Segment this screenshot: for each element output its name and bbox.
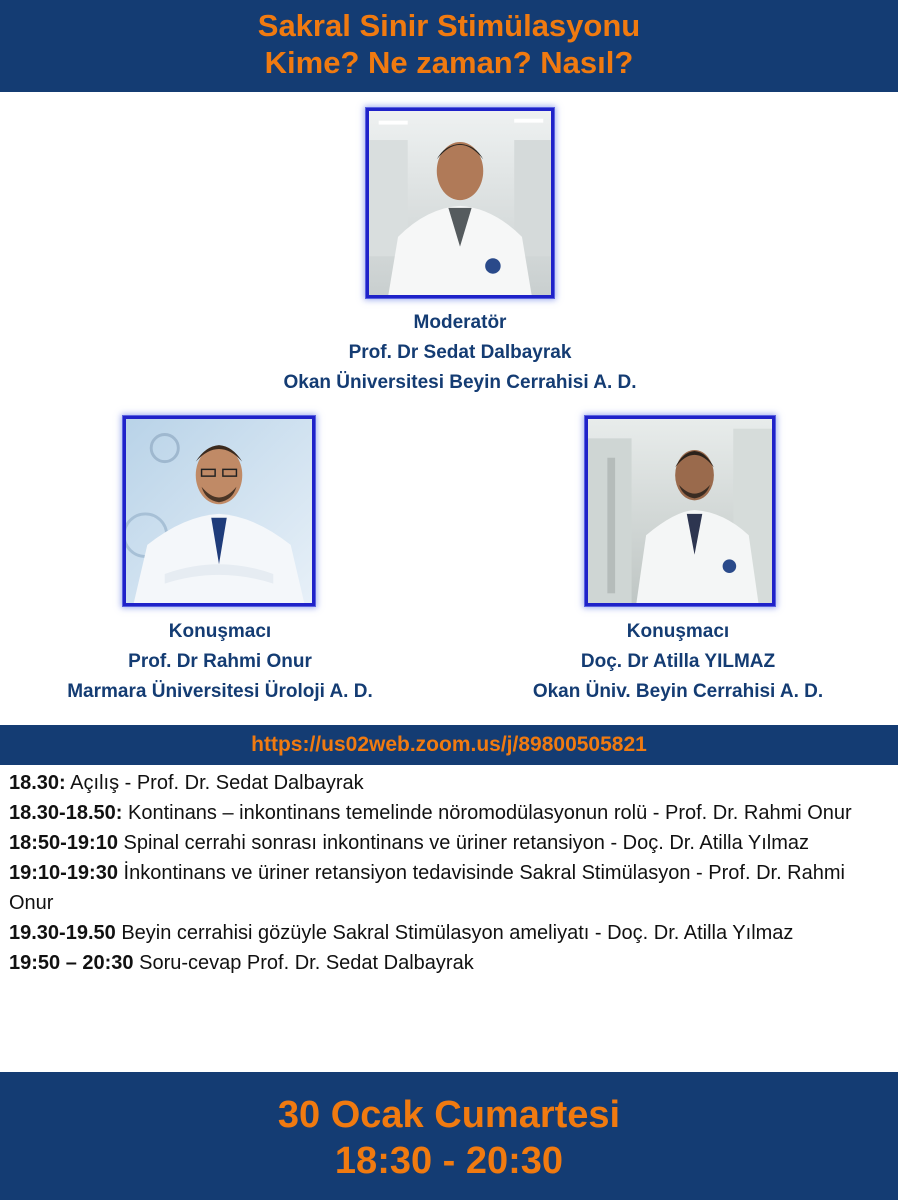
speaker2-role: Konuşmacı — [626, 621, 730, 642]
schedule-text: Soru-cevap Prof. Dr. Sedat Dalbayrak — [133, 952, 474, 974]
schedule-item — [9, 768, 893, 798]
footer-banner — [0, 1072, 898, 1200]
schedule-time: 19:10-19:30 — [9, 862, 118, 884]
moderator-caption — [180, 308, 740, 398]
schedule-item — [9, 828, 893, 858]
schedule-item — [9, 858, 893, 918]
speaker1-affiliation: Marmara Üniversitesi Üroloji A. D. — [67, 681, 373, 702]
event-title-line1: Sakral Sinir Stimülasyonu — [257, 8, 641, 43]
speaker2-photo — [585, 416, 775, 606]
schedule-time: 18:50-19:10 — [9, 832, 118, 854]
moderator-role: Moderatör — [413, 312, 507, 333]
schedule-text: Beyin cerrahisi gözüyle Sakral Stimülasyon ameliyatı - Doç. Dr. Atilla Yılmaz — [115, 922, 794, 944]
zoom-link-banner — [0, 725, 898, 765]
speaker1-photo — [123, 416, 315, 606]
speaker2-caption — [458, 617, 898, 707]
schedule-item — [9, 948, 893, 978]
header-banner — [0, 0, 898, 92]
event-time: 18:30 - 20:30 — [334, 1140, 564, 1182]
moderator-affiliation: Okan Üniversitesi Beyin Cerrahisi A. D. — [283, 372, 637, 393]
event-title-line2: Kime? Ne zaman? Nasıl? — [264, 45, 634, 80]
speaker2-affiliation: Okan Üniv. Beyin Cerrahisi A. D. — [532, 681, 824, 702]
schedule-text: Açılış - Prof. Dr. Sedat Dalbayrak — [65, 772, 364, 794]
speaker1-caption — [0, 617, 440, 707]
speaker1-name: Prof. Dr Rahmi Onur — [128, 651, 312, 672]
schedule-item — [9, 918, 893, 948]
schedule-text: Kontinans – inkontinans temelinde nöromodülasyonun rolü - Prof. Dr. Rahmi Onur — [122, 802, 852, 824]
program-schedule — [9, 768, 893, 978]
schedule-time: 19:50 – 20:30 — [9, 952, 134, 974]
speaker1-role: Konuşmacı — [168, 621, 272, 642]
schedule-text: İnkontinans ve üriner retansiyon tedavisinde Sakral Stimülasyon - Prof. Dr. Rahmi Onur — [9, 862, 845, 914]
schedule-time: 18.30-18.50: — [9, 802, 123, 824]
schedule-time: 18.30: — [9, 772, 66, 794]
schedule-time: 19.30-19.50 — [9, 922, 116, 944]
speaker2-name: Doç. Dr Atilla YILMAZ — [580, 651, 776, 672]
zoom-link[interactable]: https://us02web.zoom.us/j/89800505821 — [251, 733, 647, 756]
event-date: 30 Ocak Cumartesi — [277, 1094, 621, 1136]
moderator-photo — [366, 108, 554, 298]
moderator-name: Prof. Dr Sedat Dalbayrak — [348, 342, 572, 363]
schedule-text: Spinal cerrahi sonrası inkontinans ve üriner retansiyon - Doç. Dr. Atilla Yılmaz — [117, 832, 810, 854]
schedule-item — [9, 798, 893, 828]
